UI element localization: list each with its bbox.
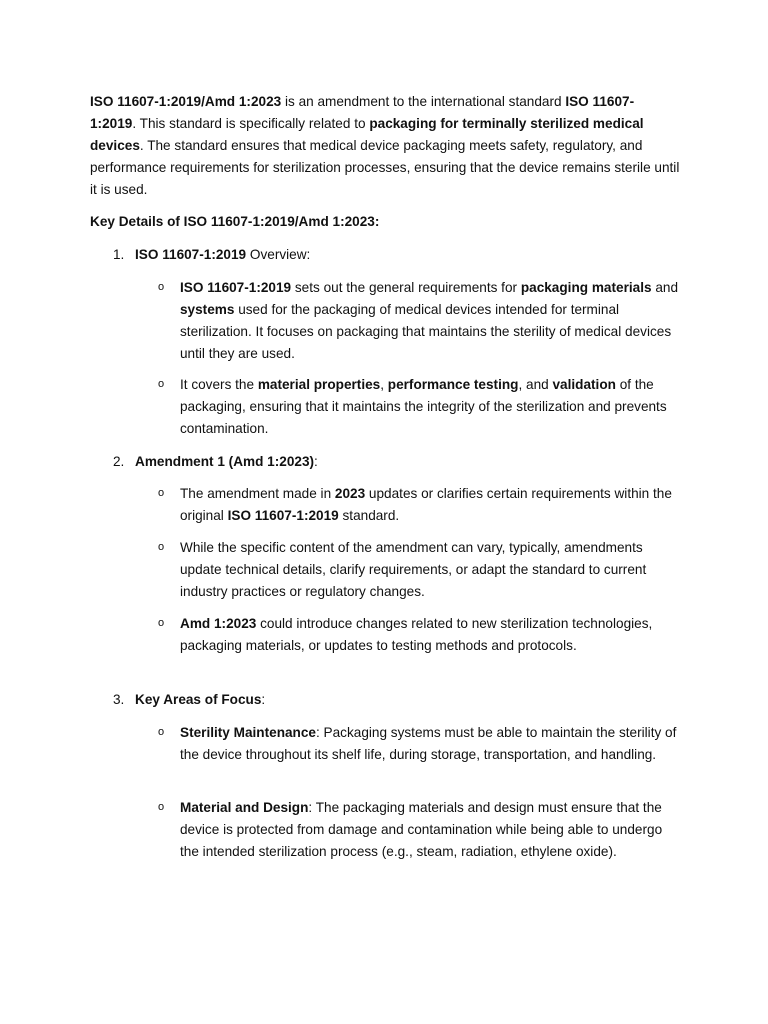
bold-text: Amd 1:2023 [180, 616, 257, 631]
bullet-marker: o [158, 617, 165, 629]
section-3-title-bold: Key Areas of Focus [135, 692, 262, 707]
text: The amendment made in [180, 486, 335, 501]
text: used for the packaging of medical devices intended for terminal sterilization. It focuses on packaging that maintains the sterility of medical devices until they are used. [180, 301, 672, 361]
text: , [380, 377, 388, 392]
bold-text: validation [552, 377, 616, 392]
section-3-title-rest: : [261, 692, 266, 707]
section-3-title [135, 689, 675, 711]
section-1-bullet-2 [180, 374, 678, 440]
bullet-marker: o [158, 378, 165, 390]
bold-text: systems [180, 301, 235, 317]
section-1-title-rest: Overview: [246, 247, 311, 262]
section-2-title-bold: Amendment 1 (Amd 1:2023) [135, 454, 315, 469]
text: , and [518, 377, 553, 392]
section-1-bullet-1 [180, 277, 678, 365]
text: : Packaging systems must be able to maintain the sterility of the device throughout its shelf life, during storage, transportation, and handling. [180, 725, 677, 762]
text: and [651, 280, 679, 295]
section-2-title-rest: : [314, 454, 318, 469]
intro-paragraph [90, 91, 680, 201]
section-1-title-bold: ISO 11607-1:2019 [135, 247, 247, 262]
text: standard. [338, 507, 400, 523]
section-2-bullet-3 [180, 613, 678, 657]
bold-text: Sterility Maintenance [180, 725, 316, 740]
text: : The packaging materials and design must ensure that the device is protected from damage and contamination while being able to undergo the intended sterilization process (e.g., steam, radiation, ethylene oxide). [180, 800, 663, 859]
bold-text: 2023 [334, 486, 366, 501]
bold-text: material properties [257, 377, 381, 392]
text: updates or clarifies certain requirements within the original [180, 486, 672, 523]
bullet-marker: o [158, 281, 165, 293]
section-2-bullet-2 [180, 537, 678, 603]
section-1-title [135, 244, 675, 266]
text: It covers the [180, 377, 258, 392]
intro-topic: packaging for terminally sterilized medical devices [90, 115, 644, 153]
bullet-marker: o [158, 801, 165, 813]
intro-text: . The standard ensures that medical device packaging meets safety, regulatory, and performance requirements for sterilization processes, ensuring that the device remains sterile until it is used. [90, 137, 680, 197]
intro-standard-name: ISO 11607-1:2019 [90, 94, 635, 131]
text: sets out the general requirements for [291, 280, 521, 295]
bold-text: ISO 11607-1:2019 [227, 507, 339, 523]
text: While the specific content of the amendment can vary, typically, amendments update technical details, clarify requirements, or adapt the standard to current industry practices or regulatory changes. [180, 540, 647, 599]
section-2-number: 2. [113, 454, 125, 469]
text: could introduce changes related to new sterilization technologies, packaging materials, or updates to testing methods and protocols. [180, 616, 653, 653]
bold-text: performance testing [387, 377, 519, 392]
section-3-bullet-2 [180, 797, 678, 863]
text: of the packaging, ensuring that it maintains the integrity of the sterilization and prevents contamination. [180, 377, 667, 436]
bold-text: ISO 11607-1:2019 [180, 280, 292, 295]
section-2-bullet-1 [180, 483, 678, 527]
intro-standard-amendment: ISO 11607-1:2019/Amd 1:2023 [90, 94, 282, 109]
bold-text: Material and Design [180, 800, 309, 815]
section-3-bullet-1 [180, 722, 678, 766]
section-2-title [135, 451, 675, 473]
key-details-heading: Key Details of ISO 11607-1:2019/Amd 1:2023: [90, 214, 380, 229]
section-3-number: 3. [113, 692, 125, 707]
bullet-marker: o [158, 487, 165, 499]
intro-text: is an amendment to the international standard [281, 94, 566, 109]
bold-text: packaging materials [520, 280, 652, 295]
section-1-number: 1. [113, 247, 125, 262]
bullet-marker: o [158, 726, 165, 738]
intro-text: . This standard is specifically related to [132, 115, 370, 131]
bullet-marker: o [158, 541, 165, 553]
